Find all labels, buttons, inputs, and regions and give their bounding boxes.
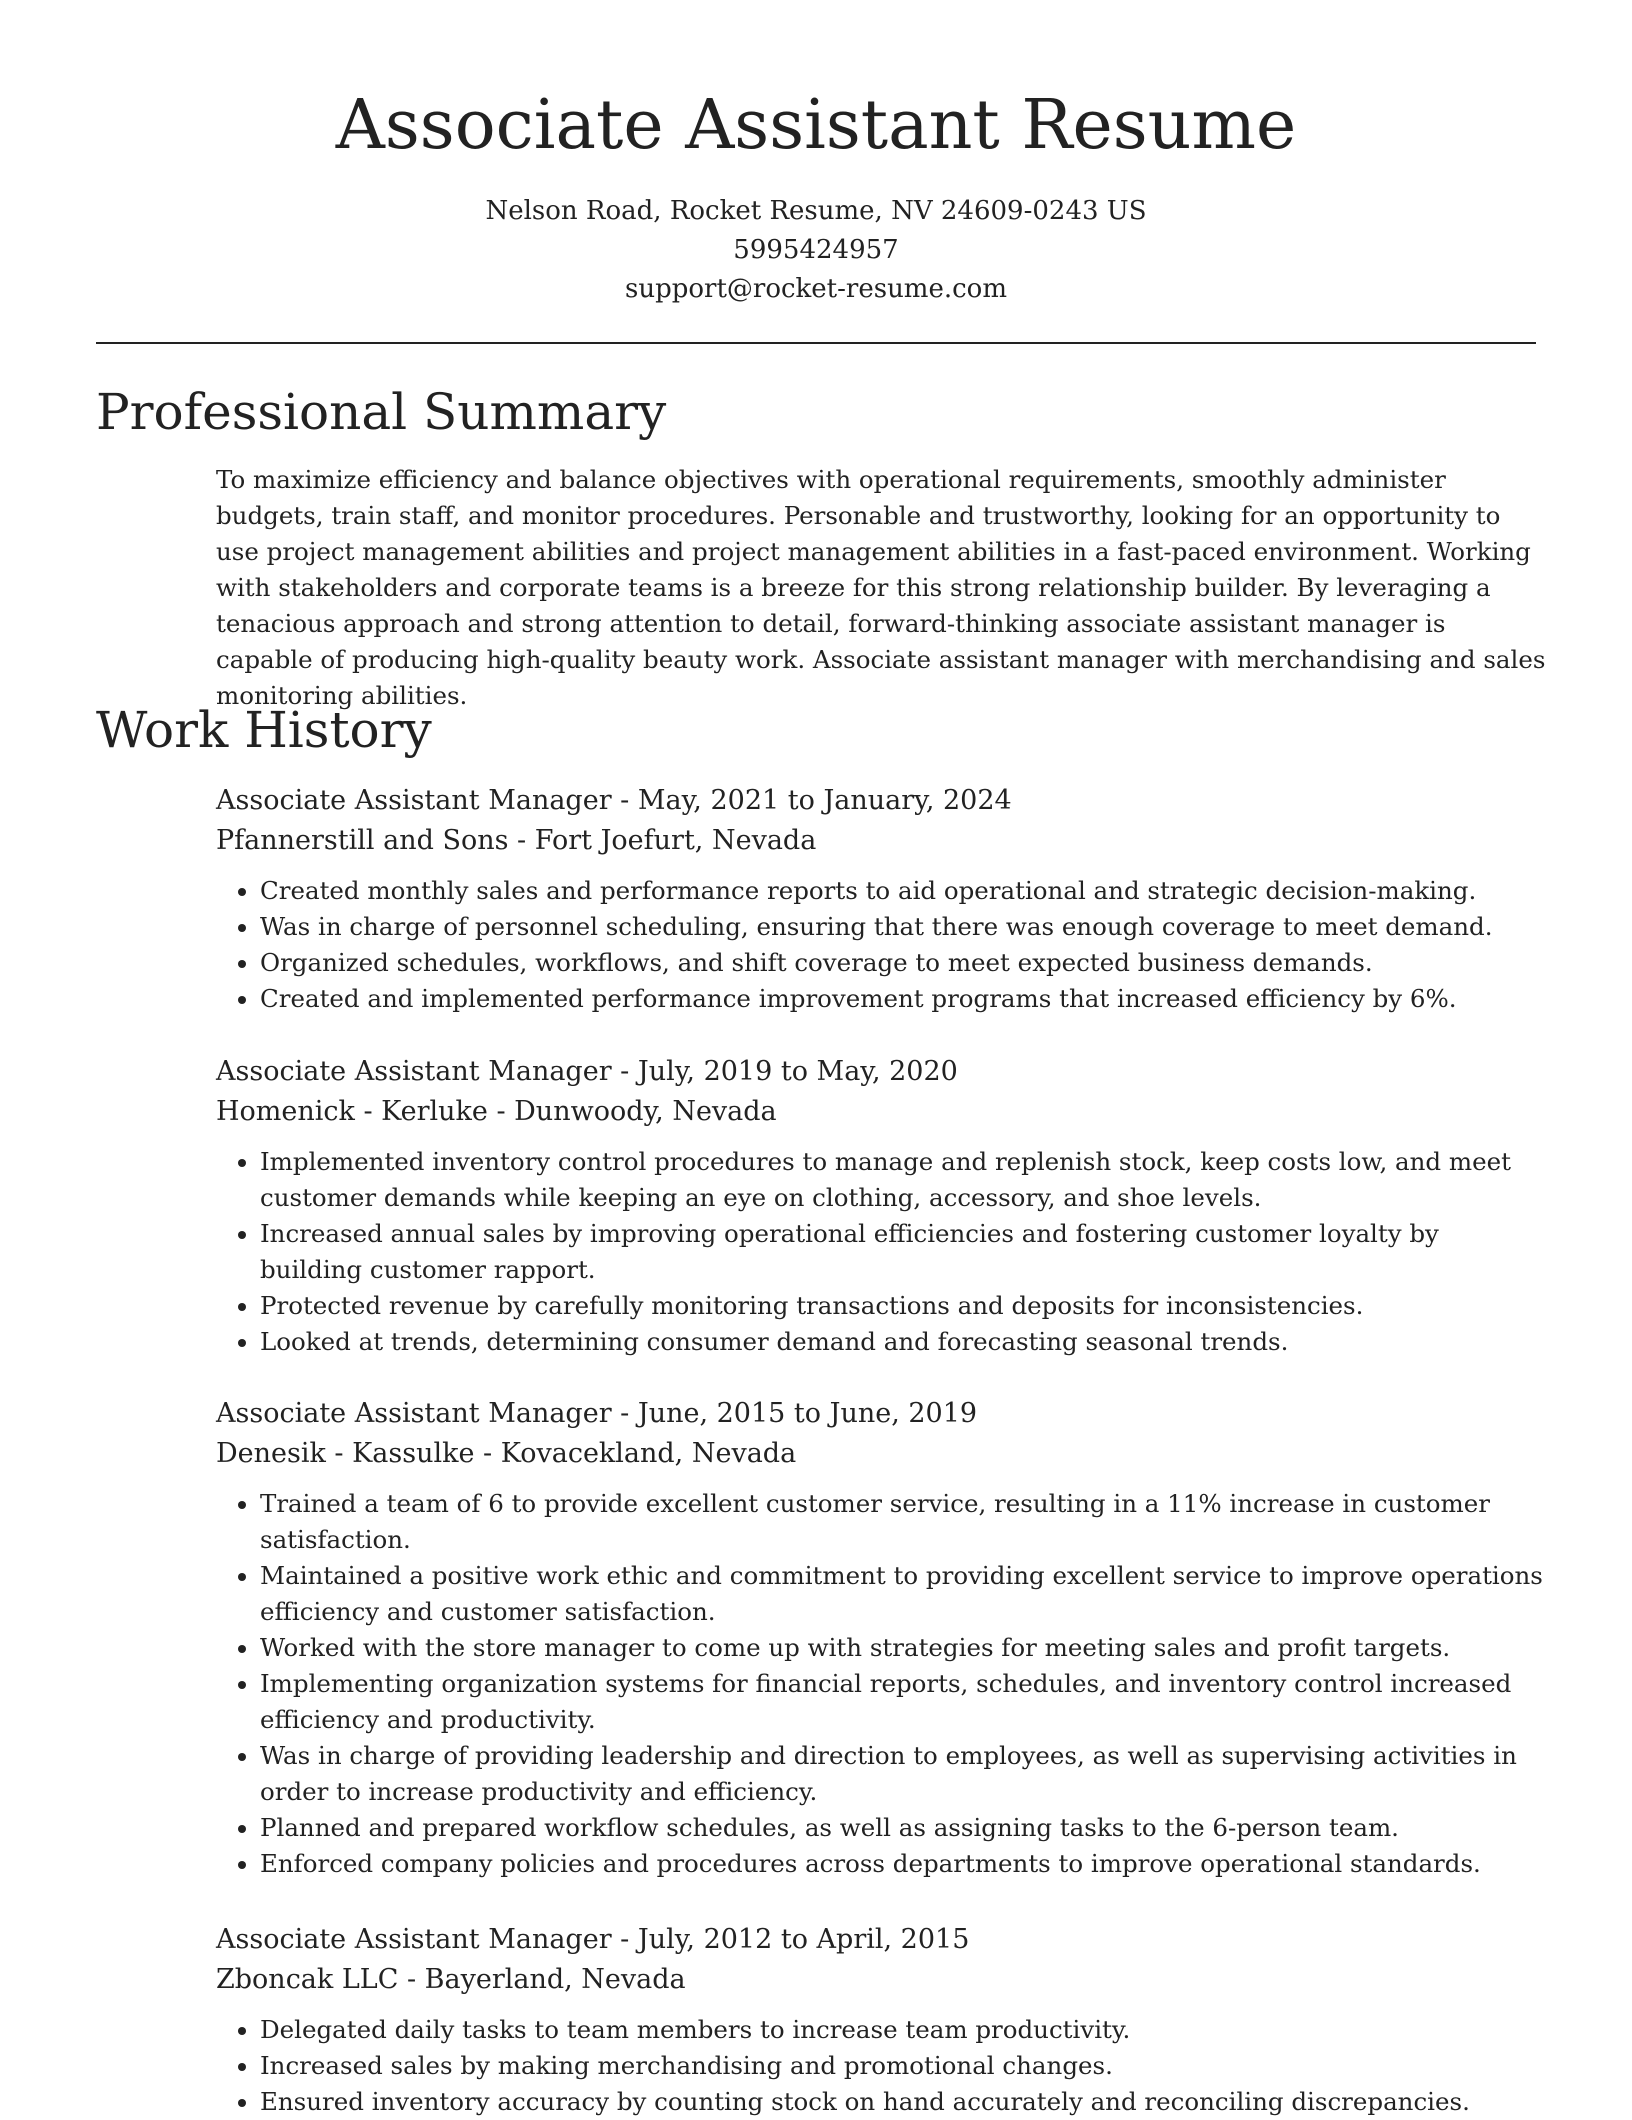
job-title-line: Associate Assistant Manager - May, 2021 to January, 2024 — [216, 785, 1012, 816]
job-bullet: • Trained a team of 6 to provide excellent customer service, resulting in a 11% increase in customer satisfaction. — [260, 1486, 1546, 1558]
job-title-line: Associate Assistant Manager - July, 2012 to April, 2015 — [216, 1924, 970, 1955]
job-entry — [216, 1052, 1546, 1360]
summary-heading: Professional Summary — [96, 383, 667, 441]
header-divider — [96, 342, 1536, 344]
job-bullet: • Maintained a positive work ethic and commitment to providing excellent service to improve operations efficiency and customer satisfaction. — [260, 1558, 1546, 1630]
summary-text: To maximize efficiency and balance objectives with operational requirements, smoothly administer budgets, train staff, and monitor procedures. Personable and trustworthy, looking for an opportunity to use project management abilities and project management abilities in a fast-paced environment. Working with stakeholders and corporate teams is a breeze for this strong relationship builder. By leveraging a tenacious approach and strong attention to detail, forward-thinking associate assistant manager is capable of producing high-quality beauty work. Associate assistant manager with merchandising and sales monitoring abilities. — [216, 465, 1546, 710]
job-company-line: Homenick - Kerluke - Dunwoody, Nevada — [216, 1096, 777, 1127]
resume-title: Associate Assistant Resume — [335, 86, 1297, 165]
job-bullet: • Implementing organization systems for financial reports, schedules, and inventory control increased efficiency and productivity. — [260, 1666, 1546, 1738]
job-bullet: • Created and implemented performance improvement programs that increased efficiency by 6%. — [260, 981, 1546, 1017]
job-bullet: • Was in charge of providing leadership and direction to employees, as well as supervising activities in order to increase productivity and efficiency. — [260, 1738, 1546, 1810]
job-bullet: • Increased sales by making merchandising and promotional changes. — [260, 2048, 1546, 2084]
job-bullet: • Ensured inventory accuracy by counting stock on hand accurately and reconciling discrepancies. — [260, 2084, 1546, 2120]
address: Nelson Road, Rocket Resume, NV 24609-0243 US — [485, 196, 1147, 226]
email: support@rocket-resume.com — [624, 274, 1007, 304]
phone: 5995424957 — [733, 235, 899, 265]
job-bullet: • Looked at trends, determining consumer demand and forecasting seasonal trends. — [260, 1324, 1546, 1360]
job-title-line: Associate Assistant Manager - July, 2019 to May, 2020 — [216, 1056, 958, 1087]
job-entry — [216, 1920, 1546, 2120]
job-bullet: • Created monthly sales and performance reports to aid operational and strategic decision-making. — [260, 873, 1546, 909]
work-history-heading: Work History — [96, 701, 432, 759]
job-title-line: Associate Assistant Manager - June, 2015 to June, 2019 — [216, 1398, 978, 1429]
job-bullet: • Enforced company policies and procedures across departments to improve operational standards. — [260, 1846, 1546, 1882]
job-bullet: • Worked with the store manager to come up with strategies for meeting sales and profit targets. — [260, 1630, 1546, 1666]
job-bullet: • Delegated daily tasks to team members to increase team productivity. — [260, 2012, 1546, 2048]
job-bullet-list — [216, 2012, 1546, 2120]
job-company-line: Denesik - Kassulke - Kovacekland, Nevada — [216, 1438, 797, 1469]
job-bullet: • Planned and prepared workflow schedules, as well as assigning tasks to the 6-person team. — [260, 1810, 1546, 1846]
job-bullet-list — [216, 873, 1546, 1017]
job-bullet: • Protected revenue by carefully monitoring transactions and deposits for inconsistencies. — [260, 1288, 1546, 1324]
job-bullet: • Increased annual sales by improving operational efficiencies and fostering customer loyalty by building customer rapport. — [260, 1216, 1546, 1288]
job-bullet: • Organized schedules, workflows, and shift coverage to meet expected business demands. — [260, 945, 1546, 981]
job-entry — [216, 1394, 1546, 1882]
job-bullet-list — [216, 1486, 1546, 1882]
job-bullet: • Was in charge of personnel scheduling, ensuring that there was enough coverage to meet demand. — [260, 909, 1546, 945]
job-company-line: Pfannerstill and Sons - Fort Joefurt, Nevada — [216, 825, 817, 856]
job-bullet-list — [216, 1144, 1546, 1360]
job-company-line: Zboncak LLC - Bayerland, Nevada — [216, 1964, 686, 1995]
job-entry — [216, 781, 1546, 1017]
contact-block — [0, 192, 1632, 309]
job-bullet: • Implemented inventory control procedures to manage and replenish stock, keep costs low, and meet customer demands while keeping an eye on clothing, accessory, and shoe levels. — [260, 1144, 1546, 1216]
